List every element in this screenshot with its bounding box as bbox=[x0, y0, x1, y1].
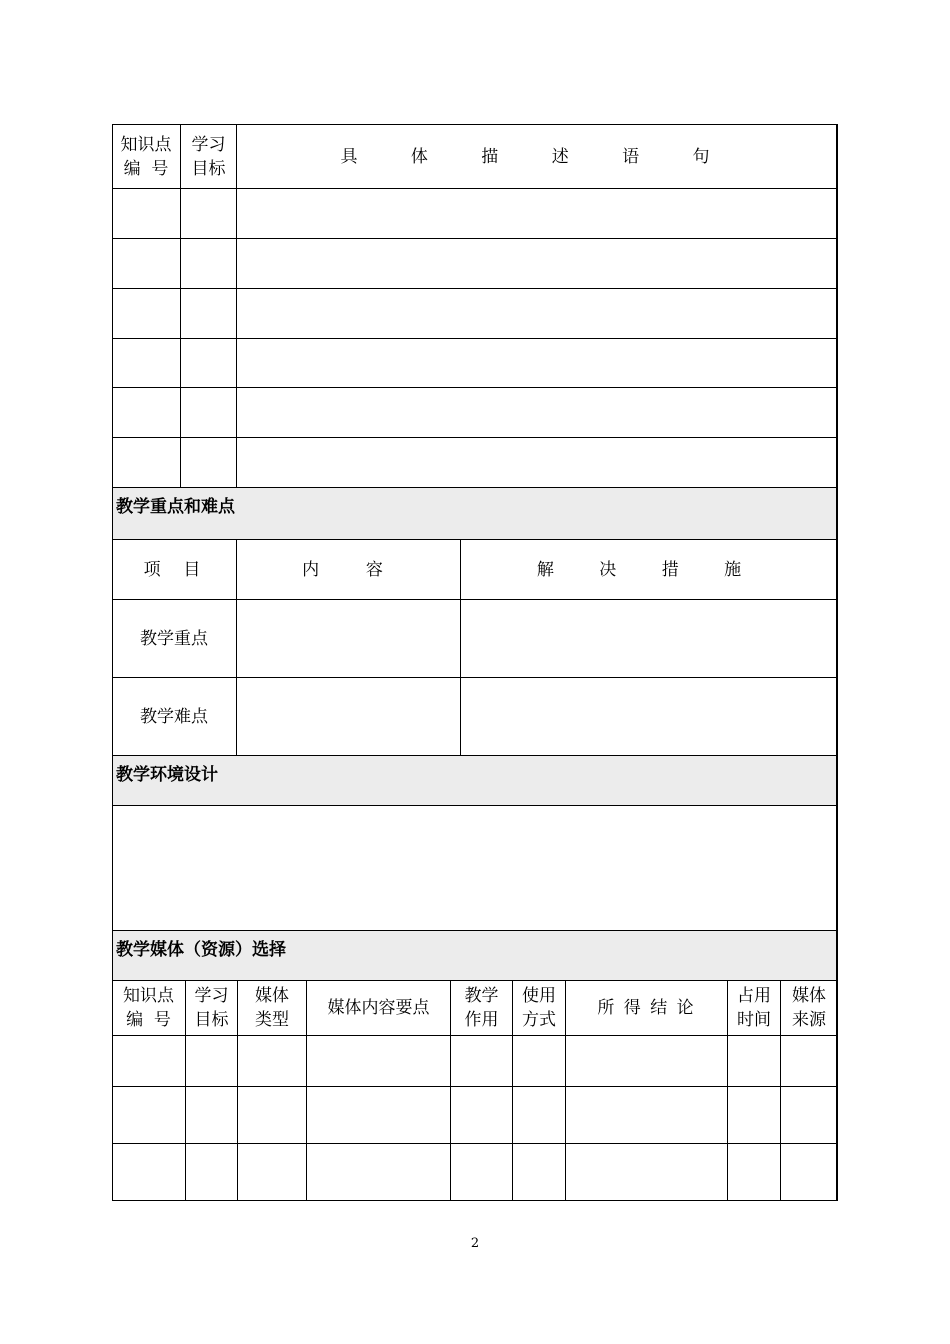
rule bbox=[112, 188, 837, 189]
media-header-teaching-role bbox=[451, 981, 512, 1035]
header-text: 所 得 结 论 bbox=[597, 998, 696, 1018]
media-header-content-points bbox=[307, 981, 450, 1035]
rule bbox=[112, 930, 837, 931]
rule bbox=[112, 238, 837, 239]
rule bbox=[112, 1035, 837, 1036]
header-text: 编 号 bbox=[126, 1010, 171, 1030]
table-right-border bbox=[836, 124, 838, 1201]
row-text: 教学难点 bbox=[140, 706, 208, 727]
rule bbox=[112, 437, 837, 438]
header-text: 媒体内容要点 bbox=[327, 998, 430, 1018]
header-text: 学习 bbox=[191, 134, 226, 155]
header-text: 时间 bbox=[737, 1010, 771, 1030]
header-text: 知识点 bbox=[123, 986, 174, 1006]
header-text: 内 容 bbox=[302, 559, 395, 580]
section-title-key-points: 教学重点和难点 bbox=[116, 497, 235, 517]
header-text: 目标 bbox=[191, 158, 226, 179]
media-header-learning-goal bbox=[186, 981, 237, 1035]
header-text: 方式 bbox=[522, 1010, 556, 1030]
header-item bbox=[112, 540, 236, 599]
media-header-conclusion bbox=[566, 981, 727, 1035]
media-header-media-type bbox=[238, 981, 306, 1035]
header-text: 编 号 bbox=[123, 158, 169, 179]
header-learning-goal bbox=[181, 125, 236, 188]
section-title-media: 教学媒体（资源）选择 bbox=[116, 940, 286, 960]
media-header-knowledge-id bbox=[112, 981, 185, 1035]
media-header-source bbox=[781, 981, 837, 1035]
media-header-usage-mode bbox=[513, 981, 565, 1035]
page-number: 2 bbox=[470, 1236, 480, 1251]
rule bbox=[112, 805, 837, 806]
header-content bbox=[237, 540, 460, 599]
rule bbox=[112, 1200, 837, 1201]
rule bbox=[112, 338, 837, 339]
section-title-environment: 教学环境设计 bbox=[116, 765, 218, 785]
header-text: 类型 bbox=[255, 1010, 289, 1030]
header-text: 媒体 bbox=[792, 986, 826, 1006]
header-text: 解 决 措 施 bbox=[536, 559, 762, 580]
header-text: 来源 bbox=[792, 1010, 826, 1030]
header-text: 使用 bbox=[522, 986, 556, 1006]
header-knowledge-id bbox=[112, 125, 180, 188]
header-text: 具 体 描 述 语 句 bbox=[340, 146, 734, 167]
header-text: 学习 bbox=[194, 986, 229, 1006]
header-text: 项 目 bbox=[143, 559, 205, 580]
header-text: 目标 bbox=[194, 1010, 229, 1030]
rule bbox=[112, 755, 837, 756]
header-text: 作用 bbox=[464, 1010, 499, 1030]
rule bbox=[112, 387, 837, 388]
row-label-key-point bbox=[112, 600, 236, 677]
rule bbox=[112, 288, 837, 289]
header-text: 占用 bbox=[737, 986, 771, 1006]
media-header-time bbox=[728, 981, 780, 1035]
row-label-difficulty bbox=[112, 678, 236, 755]
header-text: 知识点 bbox=[120, 134, 172, 155]
rule bbox=[112, 487, 837, 488]
header-description bbox=[237, 125, 837, 188]
header-text: 教学 bbox=[464, 986, 499, 1006]
rule bbox=[112, 1086, 837, 1087]
row-text: 教学重点 bbox=[140, 628, 208, 649]
section-bar bbox=[112, 755, 837, 805]
rule bbox=[112, 1143, 837, 1144]
table-left-border bbox=[112, 124, 113, 1201]
header-text: 媒体 bbox=[255, 986, 289, 1006]
header-solution bbox=[461, 540, 837, 599]
